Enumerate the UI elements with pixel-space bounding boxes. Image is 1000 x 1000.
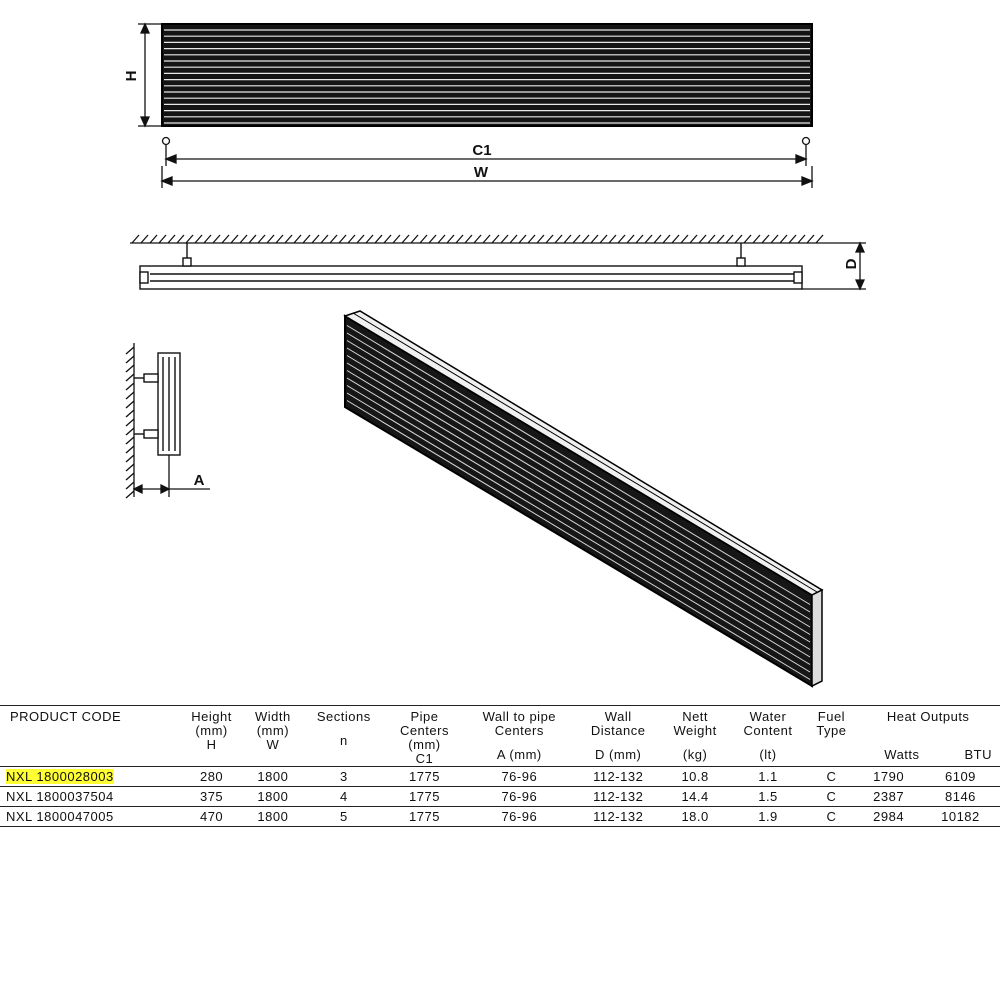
wall-distance-label: D <box>843 258 860 270</box>
product-code-cell: NXL 1800037504 <box>6 789 114 804</box>
header-sections: Sections n <box>316 709 371 748</box>
width-cell: 1800 <box>257 789 289 804</box>
header-heat-outputs: Heat Outputs Watts BTU <box>884 709 992 762</box>
pipe-centers-label: C1 <box>472 142 492 159</box>
height-cell: 375 <box>199 789 224 804</box>
front-view-radiator <box>162 24 812 126</box>
height-dimension <box>138 24 162 126</box>
header-wall-distance: Wall Distance D (mm) <box>590 709 646 762</box>
sections-cell: 3 <box>339 769 348 784</box>
perspective-radiator <box>345 311 822 686</box>
width-cell: 1800 <box>257 809 289 824</box>
height-cell: 280 <box>199 769 224 784</box>
water-cell: 1.9 <box>758 809 778 824</box>
wall-distance-cell: 112-132 <box>593 809 644 824</box>
weight-cell: 10.8 <box>681 769 709 784</box>
side-view-wall <box>126 343 134 498</box>
table-row <box>0 807 1000 827</box>
height-cell: 470 <box>199 809 224 824</box>
wall-to-pipe-cell: 76-96 <box>501 809 538 824</box>
pipe-centers-cell: 1775 <box>409 769 440 784</box>
width-label: W <box>473 164 489 181</box>
header-watts: Watts <box>884 747 920 762</box>
header-nett-weight: Nett Weight (kg) <box>673 709 717 762</box>
watts-cell: 2984 <box>873 809 905 824</box>
watts-cell: 1790 <box>873 769 905 784</box>
table-header-row <box>0 706 1000 767</box>
table-row <box>0 767 1000 787</box>
sections-cell: 5 <box>339 809 348 824</box>
header-product-code: PRODUCT CODE <box>10 709 122 724</box>
header-water-content: Water Content (lt) <box>743 709 793 762</box>
fuel-cell: C <box>826 809 837 824</box>
watts-cell: 2387 <box>873 789 905 804</box>
width-cell: 1800 <box>257 769 289 784</box>
product-code-cell: NXL 1800047005 <box>6 809 114 824</box>
water-cell: 1.1 <box>758 769 778 784</box>
top-view-wall <box>130 235 823 243</box>
header-pipe-centers: Pipe Centers (mm) C1 <box>399 709 449 766</box>
fuel-cell: C <box>826 789 837 804</box>
header-btu: BTU <box>964 747 992 762</box>
header-width: Width (mm) W <box>255 709 291 752</box>
pipe-centers-cell: 1775 <box>409 789 440 804</box>
top-view-radiator <box>140 243 802 289</box>
sections-cell: 4 <box>339 789 348 804</box>
height-label: H <box>123 70 140 82</box>
weight-cell: 14.4 <box>681 789 709 804</box>
highlighted-product-code: NXL 1800028003 <box>6 769 114 784</box>
wall-to-pipe-cell: 76-96 <box>501 769 538 784</box>
header-fuel-type: Fuel Type <box>816 709 847 738</box>
wall-to-pipe-label: A <box>193 472 205 489</box>
btu-cell: 8146 <box>944 789 976 804</box>
product-code-cell <box>0 767 179 787</box>
pipe-centers-cell: 1775 <box>409 809 440 824</box>
wall-distance-cell: 112-132 <box>593 769 644 784</box>
side-view-radiator <box>134 353 180 455</box>
wall-to-pipe-cell: 76-96 <box>501 789 538 804</box>
btu-cell: 6109 <box>944 769 976 784</box>
weight-cell: 18.0 <box>681 809 709 824</box>
wall-distance-cell: 112-132 <box>593 789 644 804</box>
water-cell: 1.5 <box>758 789 778 804</box>
table-row <box>0 787 1000 807</box>
specification-table <box>0 705 1000 827</box>
fuel-cell: C <box>826 769 837 784</box>
header-height: Height (mm) H <box>191 709 232 752</box>
header-wall-to-pipe: Wall to pipe Centers A (mm) <box>482 709 557 762</box>
btu-cell: 10182 <box>941 809 980 824</box>
